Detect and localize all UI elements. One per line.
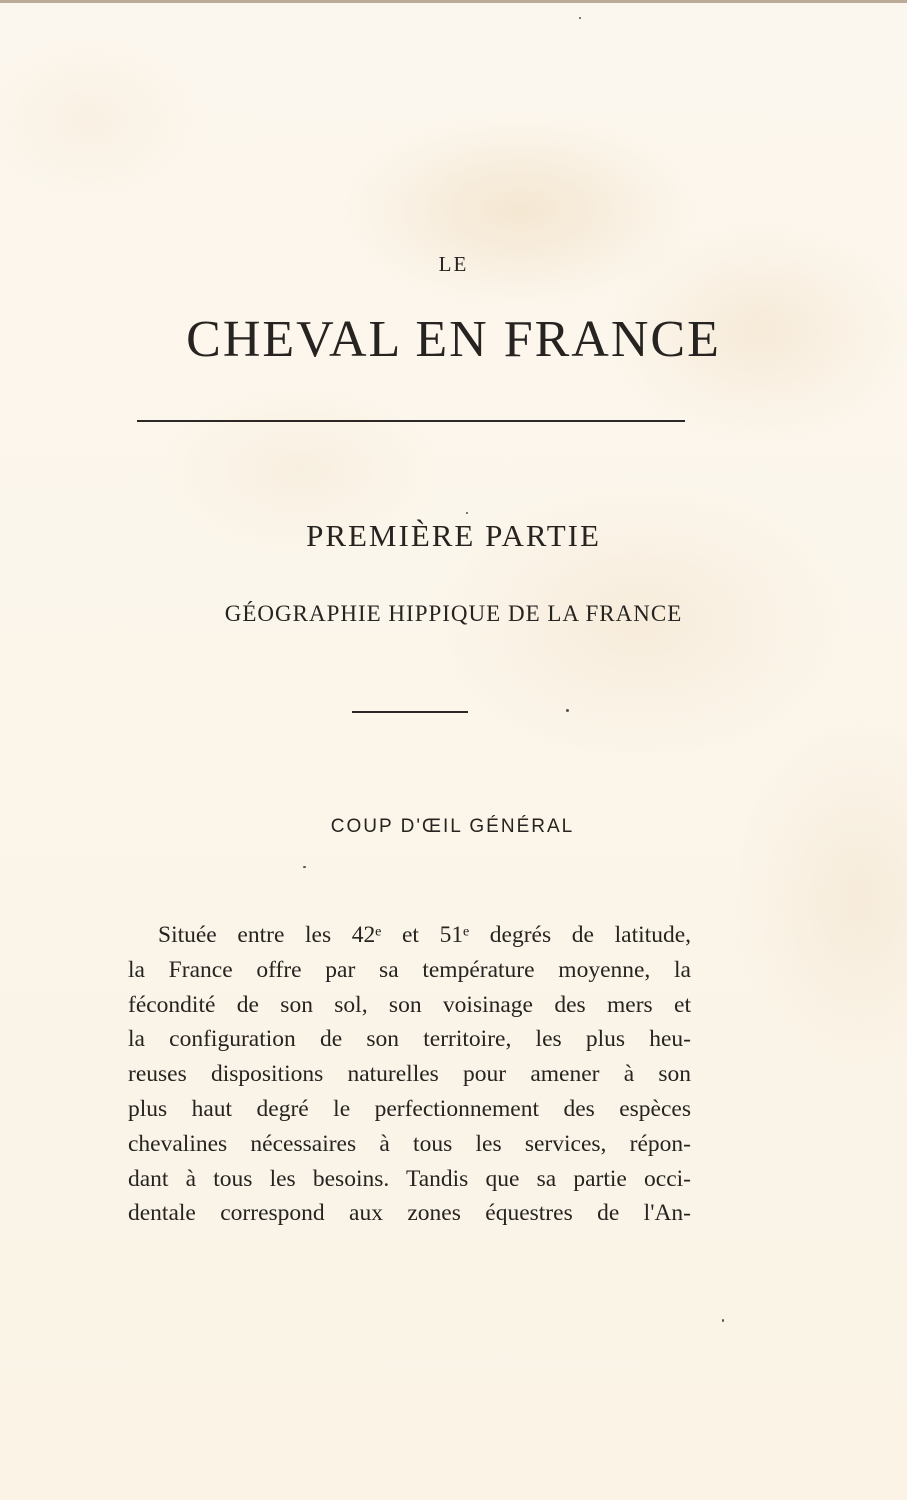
- title-divider: [137, 420, 685, 422]
- ink-speck: [566, 709, 569, 712]
- paragraph-line: Située entre les 42ᵉ et 51ᵉ degrés de latitude,: [158, 922, 691, 948]
- section-heading: COUP D'ŒIL GÉNÉRAL: [330, 816, 575, 837]
- section-divider: [352, 711, 468, 713]
- paragraph-line: la configuration de son territoire, les plus heu-: [128, 1026, 691, 1053]
- body-paragraph: [128, 918, 691, 1231]
- ink-speck: [579, 17, 581, 19]
- part-title: PREMIÈRE PARTIE: [306, 518, 601, 553]
- book-title: CHEVAL EN FRANCE: [186, 311, 721, 368]
- ink-speck: [466, 512, 468, 514]
- page-top-edge: [0, 0, 907, 3]
- paragraph-line: dant à tous les besoins. Tandis que sa partie occi-: [128, 1165, 691, 1192]
- ink-speck: [722, 1319, 724, 1322]
- paragraph-line: chevalines nécessaires à tous les services, répon-: [128, 1130, 691, 1157]
- ink-speck: [303, 866, 306, 868]
- title-article: LE: [438, 252, 469, 276]
- paragraph-line: reuses dispositions naturelles pour amener à son: [128, 1061, 691, 1088]
- paragraph-line: fécondité de son sol, son voisinage des mers et: [128, 991, 691, 1018]
- paragraph-line: plus haut degré le perfectionnement des espèces: [128, 1095, 691, 1122]
- paragraph-line: dentale correspond aux zones équestres de l'An-: [128, 1200, 691, 1227]
- part-subtitle: GÉOGRAPHIE HIPPIQUE DE LA FRANCE: [224, 601, 683, 626]
- paragraph-line: la France offre par sa température moyenne, la: [128, 956, 691, 983]
